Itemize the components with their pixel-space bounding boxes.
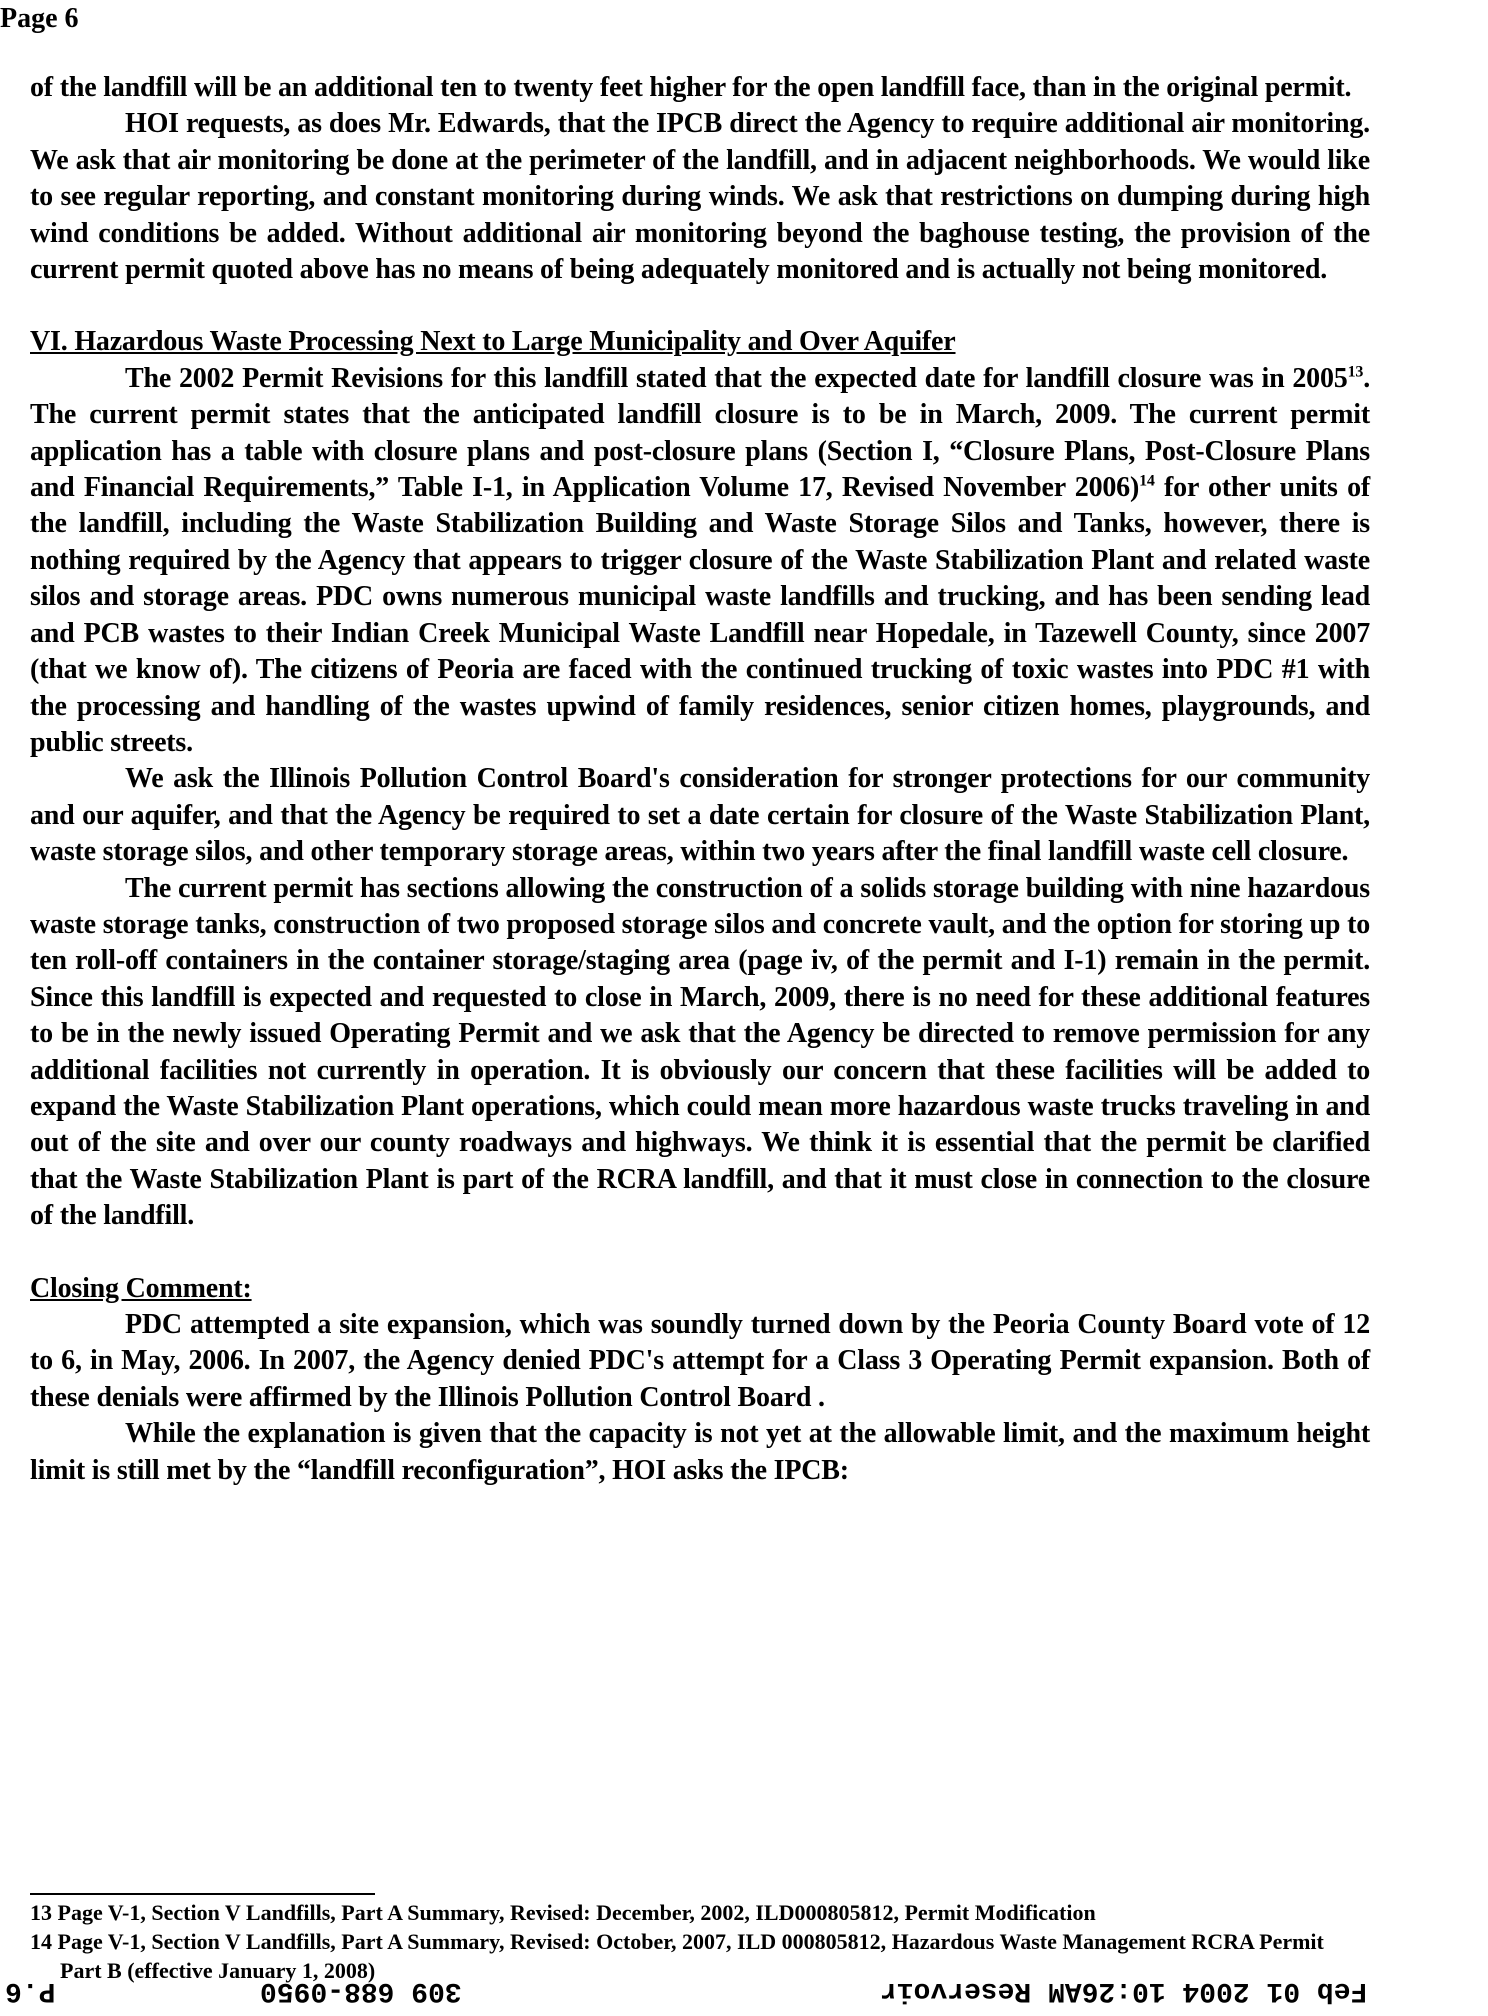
footnote-ref-13: 13 [1347,363,1364,381]
paragraph-site-expansion: PDC attempted a site expansion, which was soundly turned down by the Peoria County Board vote of 12 to 6, in May, 2006. In 2007, the Agency denied PDC's attempt for a Class 3 Operating Permit expansion. Both of these denials were affirmed by the Illinois Pollution Control Board . [30,1309,1370,1413]
paragraph-spacer [30,1235,1370,1271]
paragraph-air-monitoring: HOI requests, as does Mr. Edwards, that the IPCB direct the Agency to require additional air monitoring. We ask that air monitoring be done at the perimeter of the landfill, and in adjacent neighborhoods. We would like to see regular reporting, and constant monitoring during winds. We ask that restrictions on dumping during high wind conditions be added. Without additional air monitoring beyond the baghouse testing, the provision of the current permit quoted above has no means of being adequately monitored and is actually not being monitored. [30,108,1370,286]
footnote-14: 14 Page V-1, Section V Landfills, Part A Summary, Revised: October, 2007, ILD 000805812, Hazardous Waste Management RCRA Permit Part B (effective January 1, 2008) [30,1929,1324,1983]
fax-phone-number: 309 688-0950 [260,1975,462,2006]
paragraph-protections-request: We ask the Illinois Pollution Control Board's consideration for stronger protections for our community and our aquifer, and that the Agency be required to set a date certain for closure of the Waste Stabilization Plant, waste storage silos, and other temporary storage areas, within two years after the final landfill waste cell closure. [30,763,1370,868]
section-heading-vi: VI. Hazardous Waste Processing Next to Large Municipality and Over Aquifer [30,326,956,358]
closure-text-part-3: for other units of the landfill, including the Waste Stabilization Building and Waste Storage Silos and Tanks, however, there is nothing required by the Agency that appears to trigger closure of the Waste Stabilization Plant and related waste silos and storage areas. PDC owns numerous municipal waste landfills and trucking, and has been sending lead and PCB wastes to their Indian Creek Municipal Waste Landfill near Hopedale, in Tazewell County, since 2007 (that we know of). The citizens of Peoria are faced with the continued trucking of toxic wastes into PDC #1 with the processing and handling of the wastes upwind of family residences, senior citizen homes, playgrounds, and public streets. [30,472,1370,758]
paragraph-spacer [30,288,1370,324]
footnotes [30,1898,1370,1985]
closure-text-part-1: The 2002 Permit Revisions for this landfill stated that the expected date for landfill closure was in 2005 [125,362,1348,394]
page-number-label: Page 6 [0,3,79,34]
footnote-divider [30,1893,375,1895]
paragraph-closure-dates [30,361,1370,761]
footnote-13: 13 Page V-1, Section V Landfills, Part A Summary, Revised: December, 2002, ILD000805812, Permit Modification [30,1900,1096,1925]
paragraph-ipcb-question: While the explanation is given that the capacity is not yet at the allowable limit, and the maximum height limit is still met by the “landfill reconfiguration”, HOI asks the IPCB: [30,1418,1370,1486]
document-body [30,70,1370,1489]
section-heading-closing: Closing Comment: [30,1272,252,1304]
paragraph-storage-facilities: The current permit has sections allowing the construction of a solids storage building with nine hazardous waste storage tanks, construction of two proposed storage silos and concrete vault, and the option for storing up to ten roll-off containers in the container storage/staging area (page iv, of the permit and I-1) remain in the permit. Since this landfill is expected and requested to close in March, 2009, there is no need for these additional features to be in the newly issued Operating Permit and we ask that the Agency be directed to remove permission for any additional facilities not currently in operation. It is obviously our concern that these facilities will be added to expand the Waste Stabilization Plant operations, which could mean more hazardous waste trucks traveling in and out of the site and over our county roadways and highways. We think it is essential that the permit be clarified that the Waste Stabilization Plant is part of the RCRA landfill, and that it must close in connection to the closure of the landfill. [30,872,1370,1232]
closure-text-part-2: . The current permit states that the anticipated landfill closure is to be in March, 2009. The current permit application has a table with closure plans and post-closure plans (Section I, “Closure Plans, Post-Closure Plans and Financial Requirements,” Table I-1, in Application Volume 17, Revised November 2006) [30,362,1370,504]
footnote-ref-14: 14 [1139,472,1155,490]
fax-page-number: P.6 [5,1975,56,2006]
fax-timestamp: Feb 01 2004 10:26AM Reservoir [880,1975,1368,2006]
paragraph-continuation: of the landfill will be an additional ten to twenty feet higher for the open landfill face, than in the original permit. [30,72,1352,103]
